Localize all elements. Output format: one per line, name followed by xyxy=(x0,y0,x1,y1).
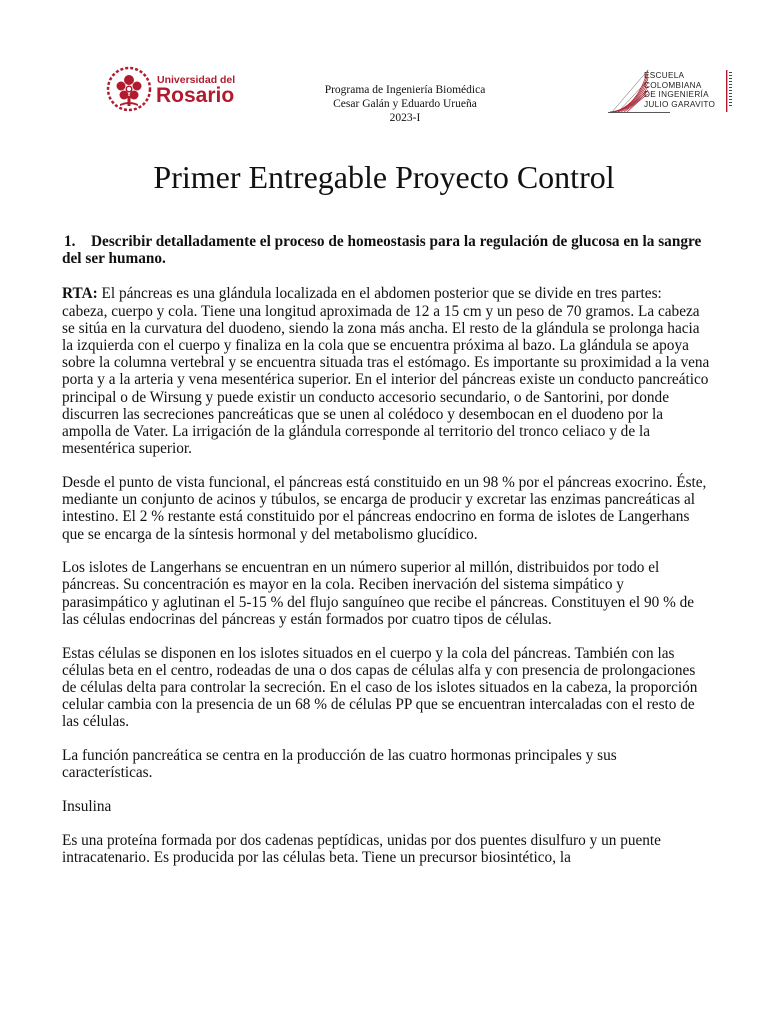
question-1 xyxy=(62,233,710,267)
escuela-line2: COLOMBIANA xyxy=(644,80,702,90)
paragraph: Estas células se disponen en los islotes situados en el cuerpo y la cola del páncreas. También con las células beta en el centro, rodeadas de una o dos capas de células alfa y con presencia de prolongaciones de células delta para controlar la secreción. En el caso de los islotes situados en la cabeza, la proporción celular cambia con la presencia de un 68 % de células PP que se encuentran intercaladas con el resto de las células. xyxy=(62,644,698,731)
logo-text-line2: Rosario xyxy=(156,84,235,107)
paragraph-text: El páncreas es una glándula localizada en el abdomen posterior que se divide en tres partes: cabeza, cuerpo y cola. Tiene una longitud aproximada de 12 a 15 cm y un peso de 70 gramos. La cabeza se sitúa en la curvatura del duodeno, siendo la zona más ancha. El resto de la glándula se prolonga hacia la izquierda con el cuerpo y finaliza en la cola que se encuentra próxima al bazo. La glándula se apoya sobre la columna vertebral y se encuentra situada tras el estómago. Es importante su proximidad a la vena porta y a la arteria y vena mesentérica superior. En el interior del páncreas existe un conducto pancreático principal o de Wirsung y puede existir un conducto accesorio secundario, o de Santorini, por donde discurren las secreciones pancreáticas que se unen al colédoco y desembocan en el duodeno por la ampolla de Vater. La irrigación de la glándula corresponde al territorio del tronco celiaco y de la mesentérica superior. xyxy=(62,285,710,458)
document-body xyxy=(62,233,710,883)
escuela-line4: JULIO GARAVITO xyxy=(644,99,716,109)
escuela-line3: DE INGENIERÍA xyxy=(644,90,709,99)
document-title: Primer Entregable Proyecto Control xyxy=(153,159,615,195)
escuela-colombiana-logo xyxy=(608,68,738,114)
escuela-line1: ESCUELA xyxy=(644,71,685,80)
question-number: 1. xyxy=(64,233,76,250)
term: 2023-I xyxy=(389,112,421,124)
escuela-text xyxy=(644,71,715,109)
header-program-info xyxy=(250,83,560,125)
paragraph: Los islotes de Langerhans se encuentran en un número superior al millón, distribuidos por todo el páncreas. Su concentración es mayor en la cola. Reciben inervación del sistema simpático y parasimpático y aglutinan el 5-15 % del flujo sanguíneo que recibe el páncreas. Constituyen el 90 % de las células endocrinas del páncreas y están formados por cuatro tipos de células. xyxy=(62,559,695,628)
answer-paragraph xyxy=(62,285,710,457)
paragraph: Desde el punto de vista funcional, el páncreas está constituido en un 98 % por el páncreas exocrino. Éste, mediante un conjunto de acinos y túbulos, se encarga de producir y excretar las enzimas pancreáticas al intestino. El 2 % restante está constituido por el páncreas endocrino en forma de islotes de Langerhans que se encarga de la síntesis hormonal y del metabolismo glucídico. xyxy=(62,473,707,543)
authors: Cesar Galán y Eduardo Urueña xyxy=(333,98,477,110)
paragraph: Es una proteína formada por dos cadenas peptídicas, unidas por dos puentes disulfuro y un puente intracatenario. Es producida por las células beta. Tiene un precursor biosintético, la xyxy=(62,831,661,866)
answer-label: RTA: xyxy=(62,285,98,303)
rosario-seal-icon xyxy=(106,66,152,112)
paragraph: La función pancreática se centra en la producción de las cuatro hormonas principales y sus características. xyxy=(62,747,617,782)
question-text: Describir detalladamente el proceso de homeostasis para la regulación de glucosa en la sangre del ser humano. xyxy=(62,233,702,268)
page-header xyxy=(0,64,768,134)
universidad-del-rosario-logo xyxy=(106,66,256,112)
vertical-seal-mark xyxy=(726,70,734,112)
logo-text-line1: Universidad del xyxy=(157,74,236,86)
section-heading-insulina: Insulina xyxy=(62,797,112,815)
program-name: Programa de Ingeniería Biomédica xyxy=(324,84,486,96)
